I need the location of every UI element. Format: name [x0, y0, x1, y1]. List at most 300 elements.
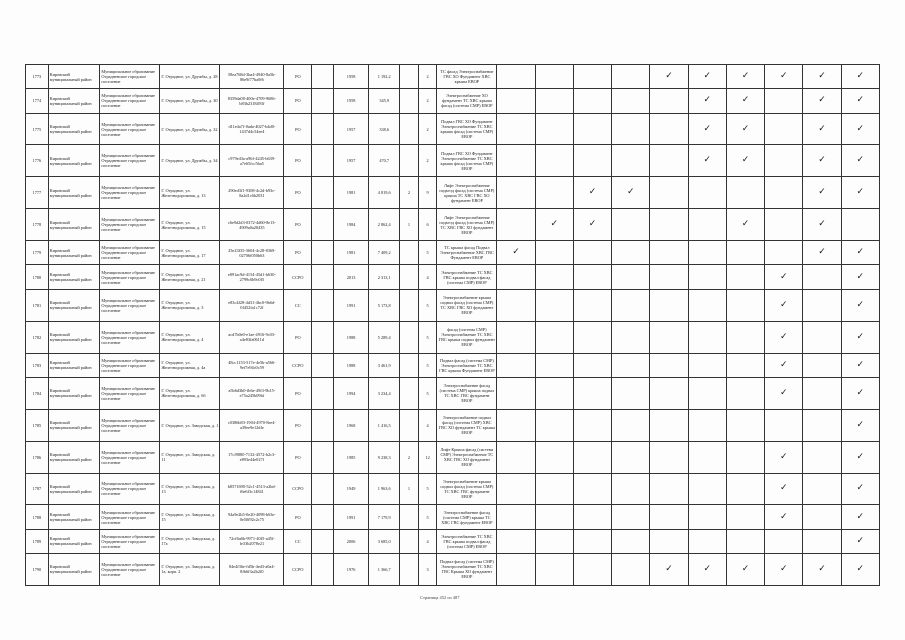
checkmark-icon: ✓ [856, 247, 865, 258]
work-check-cell [765, 377, 803, 409]
work-check-cell [650, 505, 688, 529]
checkmark-icon: ✓ [779, 563, 788, 574]
address-cell: Г. Отрадное, ул. Заводская, д. 1 [160, 409, 220, 441]
work-check-cell [573, 89, 611, 113]
work-check-cell [765, 353, 803, 377]
fias-code-cell: 94a9e2b5-0e20-4098-b63e-0e50f92c2c75 [220, 505, 284, 529]
address-cell: Г. Отрадное, ул. Железнодорожная, д. 3 [160, 289, 220, 321]
work-check-cell [535, 441, 573, 473]
year-cell: 1949 [334, 473, 369, 505]
area-cell: 5 289,4 [369, 321, 400, 353]
lifts-count-cell [400, 353, 419, 377]
fias-code-cell: c0386b83-1904-4970-8ee4-a39ee9e12dfe [220, 409, 284, 441]
work-check-cell [497, 289, 535, 321]
work-check-cell [688, 529, 726, 553]
work-check-cell [612, 65, 650, 89]
work-check-cell [535, 65, 573, 89]
work-check-cell [841, 113, 879, 145]
area-cell: 470,7 [369, 145, 400, 177]
floors-count-cell: 5 [418, 321, 437, 353]
municipality-cell: Муниципальное образование Отрадненское городское поселение [100, 289, 160, 321]
table-row [26, 353, 880, 377]
work-check-cell [726, 529, 764, 553]
checkmark-icon: ✓ [588, 187, 597, 198]
blank-cell [312, 177, 334, 209]
work-check-cell [688, 241, 726, 265]
work-check-cell [535, 321, 573, 353]
work-check-cell [688, 145, 726, 177]
address-cell: Г. Отрадное, ул. Железнодорожная, д. 17 [160, 241, 220, 265]
material-cell: CCPO [284, 265, 312, 289]
district-cell: Кировский муниципальный район [48, 553, 100, 585]
year-cell: 1981 [334, 177, 369, 209]
work-check-cell [573, 473, 611, 505]
work-check-cell [841, 321, 879, 353]
fias-code-cell: b8571690-52c1-4513-a2bd-f6e6f3c14841 [220, 473, 284, 505]
checkmark-icon: ✓ [818, 95, 826, 106]
year-cell: 1968 [334, 409, 369, 441]
address-cell: Г. Отрадное, ул. Железнодорожная, д. 4 [160, 321, 220, 353]
row-number: 1773 [26, 65, 49, 89]
area-cell: 7 179,9 [369, 505, 400, 529]
area-cell: 1 192,2 [369, 65, 400, 89]
work-check-cell [497, 321, 535, 353]
work-check-cell [765, 321, 803, 353]
work-check-cell [573, 441, 611, 473]
work-check-cell [535, 289, 573, 321]
table-row [26, 553, 880, 585]
municipality-cell: Муниципальное образование Отрадненское городское поселение [100, 209, 160, 241]
work-check-cell [841, 89, 879, 113]
table-row [26, 209, 880, 241]
work-check-cell [612, 321, 650, 353]
work-check-cell [535, 145, 573, 177]
material-cell: PO [284, 177, 312, 209]
fias-code-cell: 84e4f36e-fd5b-4ed3-a0a4-8fb6f3a2b2f0 [220, 553, 284, 585]
checkmark-icon: ✓ [818, 219, 826, 230]
works-list-cell: Лифт Электроснабжение подъезд фасад (система СМР) крыша ТС ХВС ГВС ХО фундамент ЕВОР [437, 177, 497, 209]
floors-count-cell: 5 [418, 505, 437, 529]
work-check-cell [497, 65, 535, 89]
address-cell: Г. Отрадное, ул. Заводская, д. 15 [160, 505, 220, 529]
work-check-cell [803, 377, 841, 409]
checkmark-icon: ✓ [512, 247, 520, 258]
work-check-cell [841, 265, 879, 289]
checkmark-icon: ✓ [779, 483, 788, 494]
work-check-cell [688, 89, 726, 113]
work-check-cell [688, 289, 726, 321]
row-number: 1787 [26, 473, 49, 505]
work-check-cell [765, 241, 803, 265]
work-check-cell [497, 89, 535, 113]
blank-cell [312, 209, 334, 241]
fias-code-cell: a5b6d3b0-fb6e-49f3-9b15-e75a245b09bf [220, 377, 284, 409]
address-cell: Г. Отрадное, ул. Железнодорожная, д. 15 [160, 209, 220, 241]
checkmark-icon: ✓ [818, 71, 826, 82]
floors-count-cell: 3 [418, 553, 437, 585]
page-footer: Страница 452 из 487 [420, 595, 460, 600]
work-check-cell [841, 145, 879, 177]
checkmark-icon: ✓ [779, 387, 788, 398]
checkmark-icon: ✓ [818, 187, 826, 198]
register-table [25, 64, 880, 586]
work-check-cell [726, 289, 764, 321]
work-check-cell [573, 553, 611, 585]
fias-code-cell: e83c4f28-4d31-4bc0-9b6d-0f452fa1c72f [220, 289, 284, 321]
row-number: 1780 [26, 265, 49, 289]
work-check-cell [535, 377, 573, 409]
work-check-cell [573, 241, 611, 265]
work-check-cell [803, 441, 841, 473]
fias-code-cell: 17cf9880-7132-4572-b2c3-e893e44e027f [220, 441, 284, 473]
fias-code-cell: c979e43a-a96f-4245-b639-a7e65fcc5ba5 [220, 145, 284, 177]
table-row [26, 409, 880, 441]
row-number: 1777 [26, 177, 49, 209]
district-cell: Кировский муниципальный район [48, 473, 100, 505]
row-number: 1788 [26, 505, 49, 529]
row-number: 1781 [26, 289, 49, 321]
work-check-cell [573, 289, 611, 321]
checkmark-icon: ✓ [856, 187, 865, 198]
work-check-cell [803, 145, 841, 177]
work-check-cell [535, 241, 573, 265]
works-list-cell: Подвал ГВС ХО Фундамент Электроснабжение ТС ХВС крыша фасад (система СМР) ЕВОР [437, 145, 497, 177]
area-cell: 9 238,3 [369, 441, 400, 473]
work-check-cell [497, 441, 535, 473]
checkmark-icon: ✓ [741, 155, 750, 166]
year-cell: 1988 [334, 321, 369, 353]
work-check-cell [688, 553, 726, 585]
checkmark-icon: ✓ [856, 451, 865, 462]
work-check-cell [726, 505, 764, 529]
material-cell: CCPO [284, 353, 312, 377]
area-cell: 345,9 [369, 89, 400, 113]
checkmark-icon: ✓ [818, 247, 826, 258]
work-check-cell [573, 353, 611, 377]
lifts-count-cell [400, 321, 419, 353]
checkmark-icon: ✓ [741, 219, 750, 230]
work-check-cell [535, 265, 573, 289]
district-cell: Кировский муниципальный район [48, 505, 100, 529]
work-check-cell [803, 177, 841, 209]
work-check-cell [803, 265, 841, 289]
checkmark-icon: ✓ [703, 71, 711, 82]
checkmark-icon: ✓ [779, 511, 788, 522]
work-check-cell [726, 209, 764, 241]
address-cell: Г. Отрадное, ул. Железнодорожная, д. 6б [160, 377, 220, 409]
checkmark-icon: ✓ [818, 563, 826, 574]
work-check-cell [612, 177, 650, 209]
district-cell: Кировский муниципальный район [48, 529, 100, 553]
material-cell: PO [284, 409, 312, 441]
work-check-cell [726, 177, 764, 209]
floors-count-cell: 12 [418, 441, 437, 473]
floors-count-cell: 2 [418, 113, 437, 145]
floors-count-cell: 5 [418, 377, 437, 409]
work-check-cell [612, 409, 650, 441]
floors-count-cell: 4 [418, 409, 437, 441]
work-check-cell [765, 441, 803, 473]
work-check-cell [612, 377, 650, 409]
district-cell: Кировский муниципальный район [48, 113, 100, 145]
address-cell: Г. Отрадное, ул. Заводская, д. 1а, корп. 2 [160, 553, 220, 585]
table-row [26, 529, 880, 553]
district-cell: Кировский муниципальный район [48, 65, 100, 89]
floors-count-cell: 5 [418, 353, 437, 377]
municipality-cell: Муниципальное образование Отрадненское городское поселение [100, 321, 160, 353]
address-cell: Г. Отрадное, ул. Железнодорожная, д. 21 [160, 265, 220, 289]
blank-cell [312, 145, 334, 177]
works-list-cell: Подвал фасад (система СМР) Электроснабжение ТС ХВС ГВС крыша Фундамент ЕВОР [437, 353, 497, 377]
work-check-cell [650, 353, 688, 377]
address-cell: Г. Отрадное, ул. Дружбы, д. 30 [160, 89, 220, 113]
address-cell: Г. Отрадное, ул. Дружбы, д. 28 [160, 65, 220, 89]
blank-cell [312, 473, 334, 505]
blank-cell [312, 441, 334, 473]
work-check-cell [803, 89, 841, 113]
works-list-cell: фасад (система СМР) Электроснабжение ТС ХВС ГВС крыша подвал фундамент ЕВОР [437, 321, 497, 353]
work-check-cell [573, 505, 611, 529]
works-list-cell: Лифт Крыша фасад (система СМР) Электроснабжение ТС ХВС ГВС ХО фундамент ЕВОР [437, 441, 497, 473]
municipality-cell: Муниципальное образование Отрадненское городское поселение [100, 353, 160, 377]
work-check-cell [726, 89, 764, 113]
work-check-cell [612, 473, 650, 505]
year-cell: 1958 [334, 89, 369, 113]
lifts-count-cell [400, 505, 419, 529]
district-cell: Кировский муниципальный район [48, 177, 100, 209]
work-check-cell [765, 473, 803, 505]
checkmark-icon: ✓ [741, 563, 750, 574]
work-check-cell [841, 409, 879, 441]
address-cell: Г. Отрадное, ул. Заводская, д. 13 [160, 473, 220, 505]
floors-count-cell: 5 [418, 473, 437, 505]
work-check-cell [650, 289, 688, 321]
work-check-cell [841, 377, 879, 409]
work-check-cell [841, 65, 879, 89]
work-check-cell [726, 473, 764, 505]
work-check-cell [688, 209, 726, 241]
material-cell: PO [284, 65, 312, 89]
fias-code-cell: d11e4a7f-0ada-4027-b4d0-1437d4c54ee4 [220, 113, 284, 145]
checkmark-icon: ✓ [779, 299, 788, 310]
material-cell: CCPO [284, 553, 312, 585]
work-check-cell [573, 321, 611, 353]
table-row [26, 473, 880, 505]
work-check-cell [688, 353, 726, 377]
work-check-cell [841, 529, 879, 553]
district-cell: Кировский муниципальный район [48, 321, 100, 353]
work-check-cell [803, 353, 841, 377]
area-cell: 1 963,6 [369, 473, 400, 505]
works-list-cell: Подвал фасад (система СМР) Электроснабжение ТС ХВС ГВС Крыша ХО фундамент ЕВОР [437, 553, 497, 585]
works-list-cell: Электроснабжение подвал фасад (система СМР) ХВС ГВС ХО фундамент ТС крыша ЕВОР [437, 409, 497, 441]
checkmark-icon: ✓ [626, 187, 635, 198]
floors-count-cell: 5 [418, 241, 437, 265]
lifts-count-cell [400, 289, 419, 321]
lifts-count-cell [400, 265, 419, 289]
area-cell: 7 409,2 [369, 241, 400, 265]
table-row [26, 89, 880, 113]
lifts-count-cell [400, 241, 419, 265]
work-check-cell [573, 409, 611, 441]
work-check-cell [535, 177, 573, 209]
municipality-cell: Муниципальное образование Отрадненское городское поселение [100, 473, 160, 505]
work-check-cell [612, 505, 650, 529]
checkmark-icon: ✓ [779, 451, 788, 462]
address-cell: Г. Отрадное, ул. Дружбы, д. 34 [160, 145, 220, 177]
area-cell: 338,6 [369, 113, 400, 145]
work-check-cell [612, 529, 650, 553]
work-check-cell [726, 65, 764, 89]
work-check-cell [650, 409, 688, 441]
area-cell: 2 313,1 [369, 265, 400, 289]
work-check-cell [841, 441, 879, 473]
work-check-cell [726, 553, 764, 585]
district-cell: Кировский муниципальный район [48, 265, 100, 289]
floors-count-cell: 2 [418, 145, 437, 177]
table-row [26, 377, 880, 409]
blank-cell [312, 505, 334, 529]
work-check-cell [497, 265, 535, 289]
blank-cell [312, 321, 334, 353]
fias-code-cell: 48cc1153-517e-4e5b-a566-9ef7e94c0c59 [220, 353, 284, 377]
material-cell: PO [284, 145, 312, 177]
work-check-cell [650, 529, 688, 553]
work-check-cell [841, 473, 879, 505]
table-row [26, 505, 880, 529]
year-cell: 1985 [334, 441, 369, 473]
floors-count-cell: 9 [418, 177, 437, 209]
work-check-cell [650, 65, 688, 89]
work-check-cell [497, 377, 535, 409]
work-check-cell [765, 145, 803, 177]
checkmark-icon: ✓ [856, 331, 865, 342]
work-check-cell [573, 177, 611, 209]
lifts-count-cell: 2 [400, 441, 419, 473]
area-cell: 3 234,4 [369, 377, 400, 409]
work-check-cell [650, 321, 688, 353]
work-check-cell [535, 529, 573, 553]
year-cell: 1976 [334, 553, 369, 585]
work-check-cell [803, 209, 841, 241]
work-check-cell [803, 529, 841, 553]
work-check-cell [726, 409, 764, 441]
work-check-cell [497, 113, 535, 145]
area-cell: 2 862,4 [369, 209, 400, 241]
work-check-cell [688, 265, 726, 289]
floors-count-cell: 4 [418, 265, 437, 289]
work-check-cell [497, 529, 535, 553]
fias-code-cell: e891ac9d-4154-45d1-b630-2799c6b9c0f5 [220, 265, 284, 289]
municipality-cell: Муниципальное образование Отрадненское городское поселение [100, 377, 160, 409]
checkmark-icon: ✓ [779, 359, 788, 370]
material-cell: PO [284, 441, 312, 473]
checkmark-icon: ✓ [856, 95, 865, 106]
municipality-cell: Муниципальное образование Отрадненское городское поселение [100, 505, 160, 529]
work-check-cell [688, 377, 726, 409]
work-check-cell [765, 89, 803, 113]
lifts-count-cell: 1 [400, 473, 419, 505]
lifts-count-cell [400, 65, 419, 89]
work-check-cell [688, 409, 726, 441]
checkmark-icon: ✓ [665, 71, 673, 82]
year-cell: 2006 [334, 529, 369, 553]
blank-cell [312, 241, 334, 265]
row-number: 1782 [26, 321, 49, 353]
municipality-cell: Муниципальное образование Отрадненское городское поселение [100, 409, 160, 441]
municipality-cell: Муниципальное образование Отрадненское городское поселение [100, 265, 160, 289]
works-list-cell: Электроснабжение фасад (система СМР) крыша ТС ХВС ГВС фундамент ЕВОР [437, 505, 497, 529]
floors-count-cell: 2 [418, 89, 437, 113]
works-list-cell: Электроснабжение крыша подвал фасад (система СМР) ТС ХВС ГВС фундамент ЕВОР [437, 473, 497, 505]
municipality-cell: Муниципальное образование Отрадненское городское поселение [100, 241, 160, 265]
checkmark-icon: ✓ [856, 511, 865, 522]
work-check-cell [497, 145, 535, 177]
work-check-cell [535, 409, 573, 441]
work-check-cell [688, 113, 726, 145]
work-check-cell [535, 209, 573, 241]
work-check-cell [765, 265, 803, 289]
table-row [26, 321, 880, 353]
work-check-cell [497, 409, 535, 441]
fias-code-cell: 25e23f35-3604-4c28-8369-02706f050b63 [220, 241, 284, 265]
district-cell: Кировский муниципальный район [48, 409, 100, 441]
lifts-count-cell [400, 89, 419, 113]
work-check-cell [535, 505, 573, 529]
area-cell: 1 366,7 [369, 553, 400, 585]
work-check-cell [612, 289, 650, 321]
works-list-cell: Электроснабжение ТС ХВС ГВС крыша подвал фасад (система СМР) ЕВОР [437, 265, 497, 289]
checkmark-icon: ✓ [856, 387, 865, 398]
lifts-count-cell [400, 409, 419, 441]
lifts-count-cell [400, 553, 419, 585]
checkmark-icon: ✓ [588, 219, 597, 230]
work-check-cell [612, 265, 650, 289]
work-check-cell [650, 241, 688, 265]
work-check-cell [688, 473, 726, 505]
address-cell: Г. Отрадное, ул. Дружбы, д. 32 [160, 113, 220, 145]
work-check-cell [650, 377, 688, 409]
table-row [26, 145, 880, 177]
lifts-count-cell [400, 529, 419, 553]
district-cell: Кировский муниципальный район [48, 441, 100, 473]
area-cell: 3 685,0 [369, 529, 400, 553]
municipality-cell: Муниципальное образование Отрадненское городское поселение [100, 553, 160, 585]
work-check-cell [612, 241, 650, 265]
material-cell: PO [284, 113, 312, 145]
checkmark-icon: ✓ [856, 155, 865, 166]
works-list-cell: Электроснабжение ХО фундамент ТС ХВС крыша фасад (система СМР) ЕВОР [437, 89, 497, 113]
year-cell: 1957 [334, 145, 369, 177]
year-cell: 1991 [334, 289, 369, 321]
work-check-cell [650, 265, 688, 289]
work-check-cell [765, 505, 803, 529]
checkmark-icon: ✓ [856, 483, 865, 494]
table-row [26, 177, 880, 209]
municipality-cell: Муниципальное образование Отрадненское городское поселение [100, 529, 160, 553]
work-check-cell [612, 145, 650, 177]
works-list-cell: Электроснабжение ТС ХВС ГВС крыша подвал фасад (система СМР) ЕВОР [437, 529, 497, 553]
fias-code-cell: 8359da08-400e-4709-9686-b83b2318493f [220, 89, 284, 113]
address-cell: Г. Отрадное, ул. Железнодорожная, д. 4а [160, 353, 220, 377]
checkmark-icon: ✓ [703, 95, 711, 106]
blank-cell [312, 529, 334, 553]
year-cell: 1981 [334, 241, 369, 265]
row-number: 1774 [26, 89, 49, 113]
row-number: 1785 [26, 409, 49, 441]
work-check-cell [841, 505, 879, 529]
checkmark-icon: ✓ [703, 123, 711, 134]
